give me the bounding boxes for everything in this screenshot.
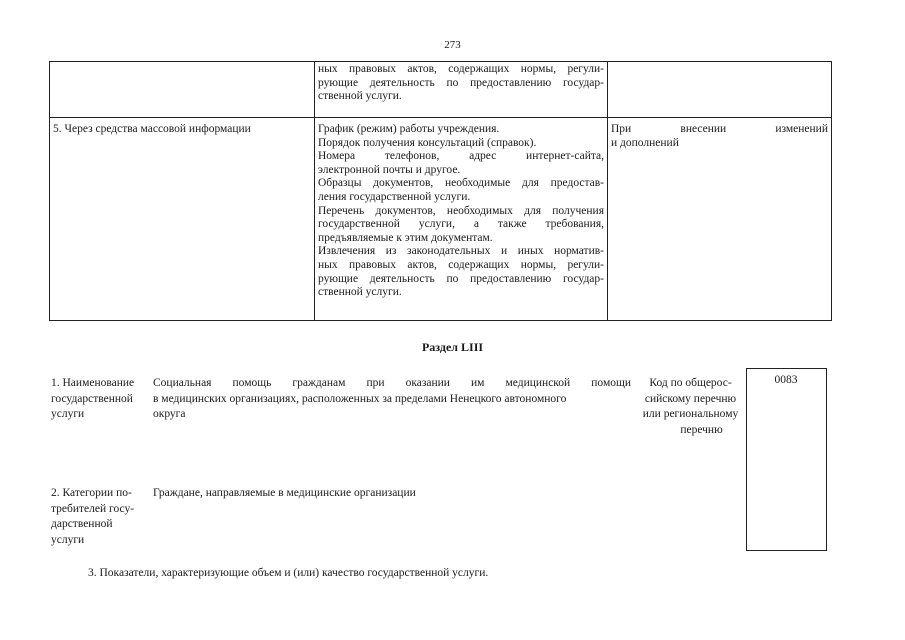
- item1-label: [51, 376, 151, 423]
- content-line: ных правовых актов, содержащих нормы, регули-: [318, 63, 604, 75]
- method-cell: [50, 62, 315, 118]
- item2-label: [51, 486, 151, 548]
- code-label-line: или региональному: [642, 408, 739, 420]
- table-row: [50, 118, 832, 321]
- content-line: ственной услуги.: [318, 286, 402, 299]
- content-line: ных правовых актов, содержащих нормы, регули-: [318, 258, 604, 271]
- code-box: [746, 368, 827, 551]
- info-table: [49, 61, 832, 321]
- page-number: 273: [444, 39, 461, 51]
- item1-text-line: в медицинских организациях, расположенных за пределами Ненецкого автономного: [153, 392, 567, 405]
- code-label-line: Код по общерос-: [649, 377, 732, 389]
- content-line: Образцы документов, необходимые для предостав-: [318, 177, 604, 190]
- item1-text-line: Социальная помощь гражданам при оказании им медицинской помощи: [153, 377, 631, 389]
- content-line: рующие деятельность по предоставлению государ-: [318, 272, 604, 285]
- item1-label-line: государственной: [51, 392, 133, 405]
- code-label-line: перечню: [680, 423, 723, 436]
- section-title: Раздел LIII: [421, 340, 484, 354]
- content-line: предъявляемые к этим документам.: [318, 231, 493, 244]
- code-label: [635, 376, 746, 438]
- item1-label-line: 1. Наименование: [51, 377, 135, 389]
- frequency-line: и дополнений: [611, 136, 679, 149]
- item1-text: [153, 376, 631, 423]
- table-row: [50, 62, 832, 118]
- content-line: Номера телефонов, адрес интернет-сайта,: [318, 150, 604, 163]
- content-cell: [315, 118, 608, 321]
- content-line: Порядок получения консультаций (справок).: [318, 136, 537, 149]
- code-label-line: сийскому перечню: [644, 392, 737, 405]
- frequency-cell: [608, 62, 832, 118]
- item2-label-line: услуги: [51, 533, 85, 546]
- code-value: 0083: [774, 374, 798, 386]
- item3-text: 3. Показатели, характеризующие объем и (или) качество государственной услуги.: [88, 567, 489, 579]
- content-line: Перечень документов, необходимых для получения: [318, 204, 604, 217]
- content-cell: [315, 62, 608, 118]
- content-line: ственной услуги.: [318, 90, 402, 103]
- item2-text: Граждане, направляемые в медицинские организации: [153, 487, 416, 499]
- content-line: электронной почты и другое.: [318, 163, 461, 176]
- content-line: График (режим) работы учреждения.: [318, 123, 500, 135]
- item2-label-line: дарственной: [51, 518, 113, 530]
- content-line: Извлечения из законодательных и иных норматив-: [318, 245, 604, 258]
- item1-text-line: округа: [153, 408, 186, 420]
- content-line: рующие деятельность по предоставлению государ-: [318, 76, 604, 89]
- frequency-line: При внесении изменений: [611, 123, 828, 135]
- item1-label-line: услуги: [51, 408, 85, 420]
- item2-label-line: 2. Категории по-: [51, 487, 132, 499]
- content-line: ления государственной услуги.: [318, 190, 471, 203]
- item2-label-line: требителей госу-: [51, 502, 135, 515]
- content-line: государственной услуги, а также требования,: [318, 218, 604, 231]
- frequency-cell: [608, 118, 832, 321]
- method-cell: 5. Через средства массовой информации: [50, 118, 315, 321]
